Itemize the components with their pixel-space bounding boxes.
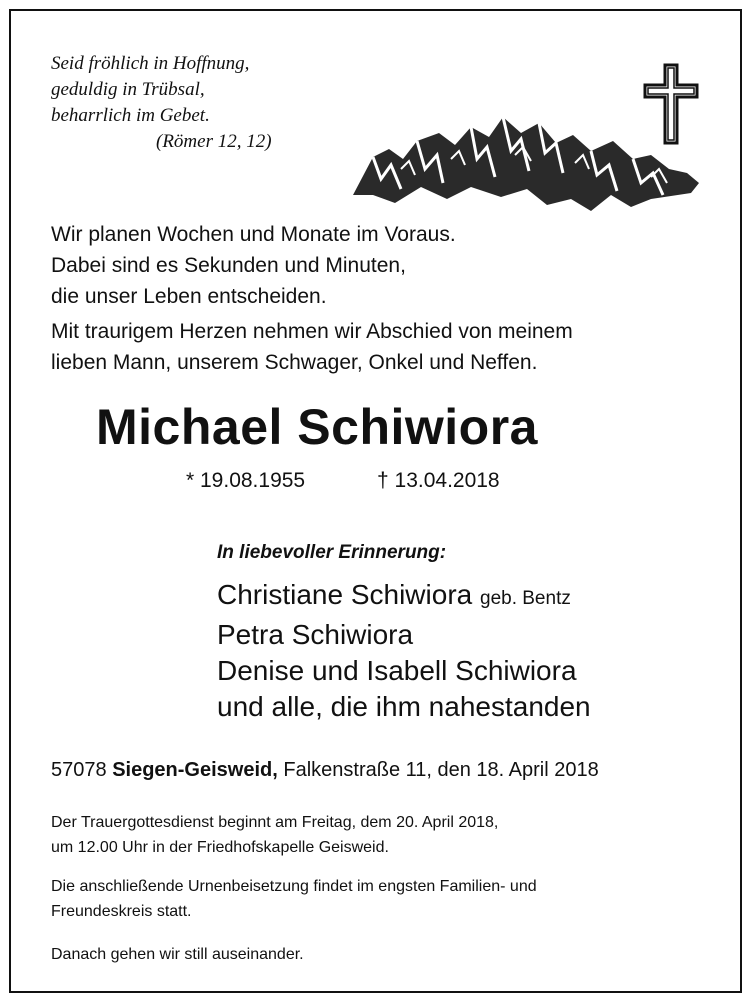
service-line-2: um 12.00 Uhr in der Friedhofskapelle Geisweid.: [51, 839, 389, 856]
intro-paragraph-2: [51, 316, 573, 378]
mourner-1: [217, 577, 591, 617]
service-line-1: Der Trauergottesdienst beginnt am Freitag, dem 20. April 2018,: [51, 814, 499, 831]
mourners-list: [217, 577, 591, 725]
intro-line-5: lieben Mann, unserem Schwager, Onkel und Neffen.: [51, 351, 538, 374]
birth-date: * 19.08.1955: [186, 469, 306, 492]
urn-line-1: Die anschließende Urnenbeisetzung findet im engsten Familien- und: [51, 878, 537, 895]
death-date: † 13.04.2018: [377, 469, 500, 492]
quote-line-3: beharrlich im Gebet.: [51, 105, 210, 126]
mourner-4: und alle, die ihm nahestanden: [217, 691, 591, 722]
mourner-1-name: Christiane Schiwiora: [217, 579, 473, 610]
deceased-name: Michael Schiwiora: [96, 399, 538, 455]
intro-line-3: die unser Leben entscheiden.: [51, 285, 327, 308]
city: Siegen-Geisweid,: [112, 759, 278, 781]
intro-paragraph-1: [51, 219, 456, 312]
address-date: Falkenstraße 11, den 18. April 2018: [283, 759, 599, 781]
intro-line-4: Mit traurigem Herzen nehmen wir Abschied von meinem: [51, 320, 573, 343]
intro-line-1: Wir planen Wochen und Monate im Voraus.: [51, 223, 456, 246]
mourner-1-suffix: geb. Bentz: [480, 588, 571, 609]
quote-line-1: Seid fröhlich in Hoffnung,: [51, 53, 250, 74]
quote-reference: (Römer 12, 12): [156, 131, 272, 152]
urn-notice: [51, 874, 537, 924]
place-and-date: [51, 759, 599, 782]
mourner-2: Petra Schiwiora: [217, 619, 414, 650]
memory-heading: In liebevoller Erinnerung:: [217, 542, 447, 563]
intro-line-2: Dabei sind es Sekunden und Minuten,: [51, 254, 406, 277]
urn-line-2: Freundeskreis statt.: [51, 903, 192, 920]
obituary-notice: [9, 9, 742, 993]
closing-notice: Danach gehen wir still auseinander.: [51, 946, 304, 963]
mourner-3: Denise und Isabell Schiwiora: [217, 655, 577, 686]
postcode: 57078: [51, 759, 107, 781]
service-notice: [51, 810, 498, 860]
quote-line-2: geduldig in Trübsal,: [51, 79, 205, 100]
cross-icon: [643, 63, 699, 145]
bible-quote: [51, 51, 272, 155]
